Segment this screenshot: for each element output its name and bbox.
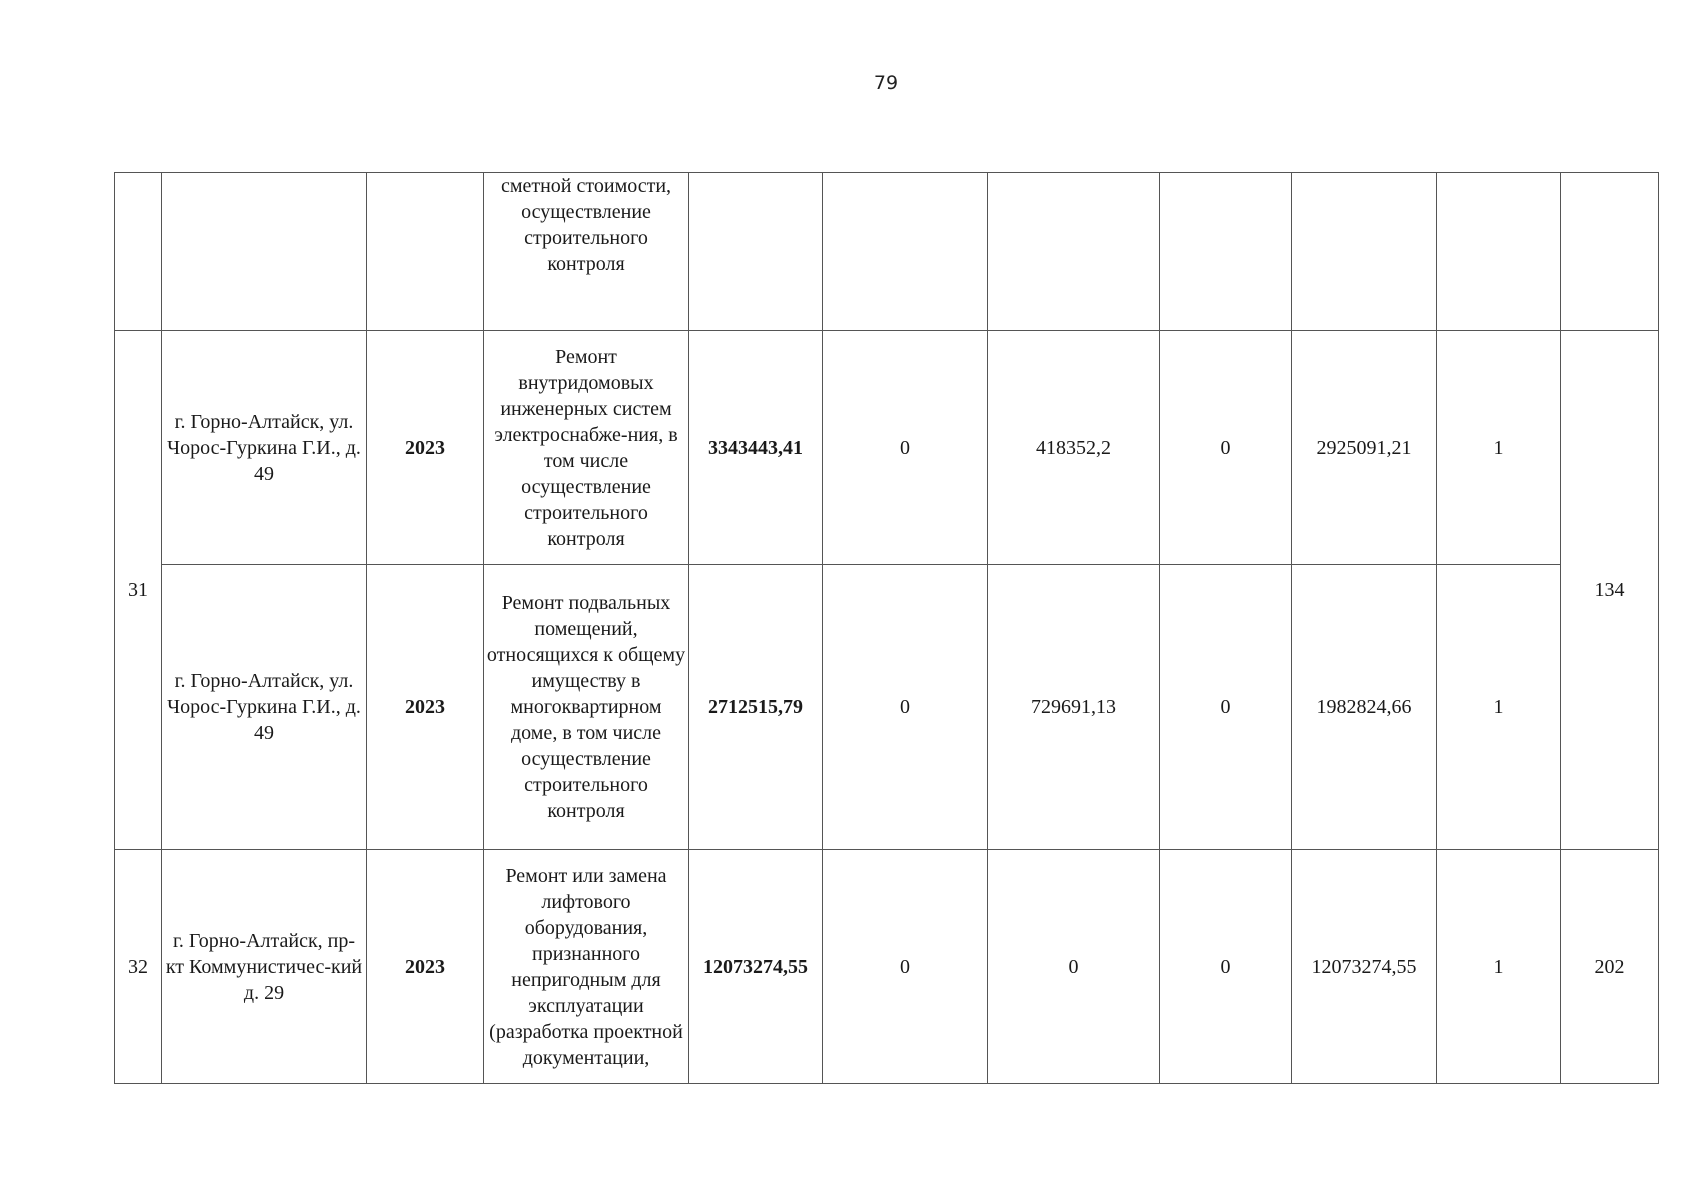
works-table	[114, 172, 1659, 1084]
cell-description: Ремонт подвальных помещений, относящихся к общему имуществу в многоквартирном доме, в том числе осуществление строительного контроля	[484, 565, 689, 850]
cell-address	[162, 173, 367, 331]
cell-col9: 12073274,55	[1292, 850, 1437, 1084]
page-number: 79	[873, 72, 899, 94]
cell-year: 2023	[367, 331, 484, 565]
cell-address: г. Горно-Алтайск, ул. Чорос-Гуркина Г.И., д. 49	[162, 565, 367, 850]
cell-col7: 0	[988, 850, 1160, 1084]
cell-total	[689, 173, 823, 331]
cell-total: 12073274,55	[689, 850, 823, 1084]
cell-right-value	[1561, 173, 1659, 331]
cell-number: 31	[115, 331, 162, 850]
cell-col10: 1	[1437, 331, 1561, 565]
cell-col8: 0	[1160, 565, 1292, 850]
cell-col6	[823, 173, 988, 331]
cell-total: 3343443,41	[689, 331, 823, 565]
cell-col9	[1292, 173, 1437, 331]
cell-col8: 0	[1160, 850, 1292, 1084]
cell-col10: 1	[1437, 850, 1561, 1084]
cell-year	[367, 173, 484, 331]
table-row-continuation	[115, 173, 1659, 331]
cell-col7: 729691,13	[988, 565, 1160, 850]
cell-col8: 0	[1160, 331, 1292, 565]
cell-year: 2023	[367, 850, 484, 1084]
cell-address: г. Горно-Алтайск, пр-кт Коммунистичес-кий д. 29	[162, 850, 367, 1084]
cell-total: 2712515,79	[689, 565, 823, 850]
cell-right-value: 134	[1561, 331, 1659, 850]
cell-description: Ремонт внутридомовых инженерных систем электроснабже-ния, в том числе осуществление строительного контроля	[484, 331, 689, 565]
table-row	[115, 850, 1659, 1084]
cell-col7	[988, 173, 1160, 331]
cell-year: 2023	[367, 565, 484, 850]
cell-col6: 0	[823, 331, 988, 565]
cell-col7: 418352,2	[988, 331, 1160, 565]
cell-address: г. Горно-Алтайск, ул. Чорос-Гуркина Г.И., д. 49	[162, 331, 367, 565]
cell-number: 32	[115, 850, 162, 1084]
cell-number	[115, 173, 162, 331]
cell-description: Ремонт или замена лифтового оборудования, признанного непригодным для эксплуатации (разработка проектной документации,	[484, 850, 689, 1084]
cell-col10: 1	[1437, 565, 1561, 850]
cell-col6: 0	[823, 565, 988, 850]
cell-col8	[1160, 173, 1292, 331]
table-row	[115, 331, 1659, 565]
cell-col9: 2925091,21	[1292, 331, 1437, 565]
cell-col6: 0	[823, 850, 988, 1084]
table-row	[115, 565, 1659, 850]
cell-right-value: 202	[1561, 850, 1659, 1084]
cell-col9: 1982824,66	[1292, 565, 1437, 850]
cell-col10	[1437, 173, 1561, 331]
cell-description: сметной стоимости, осуществление строительного контроля	[484, 173, 689, 331]
